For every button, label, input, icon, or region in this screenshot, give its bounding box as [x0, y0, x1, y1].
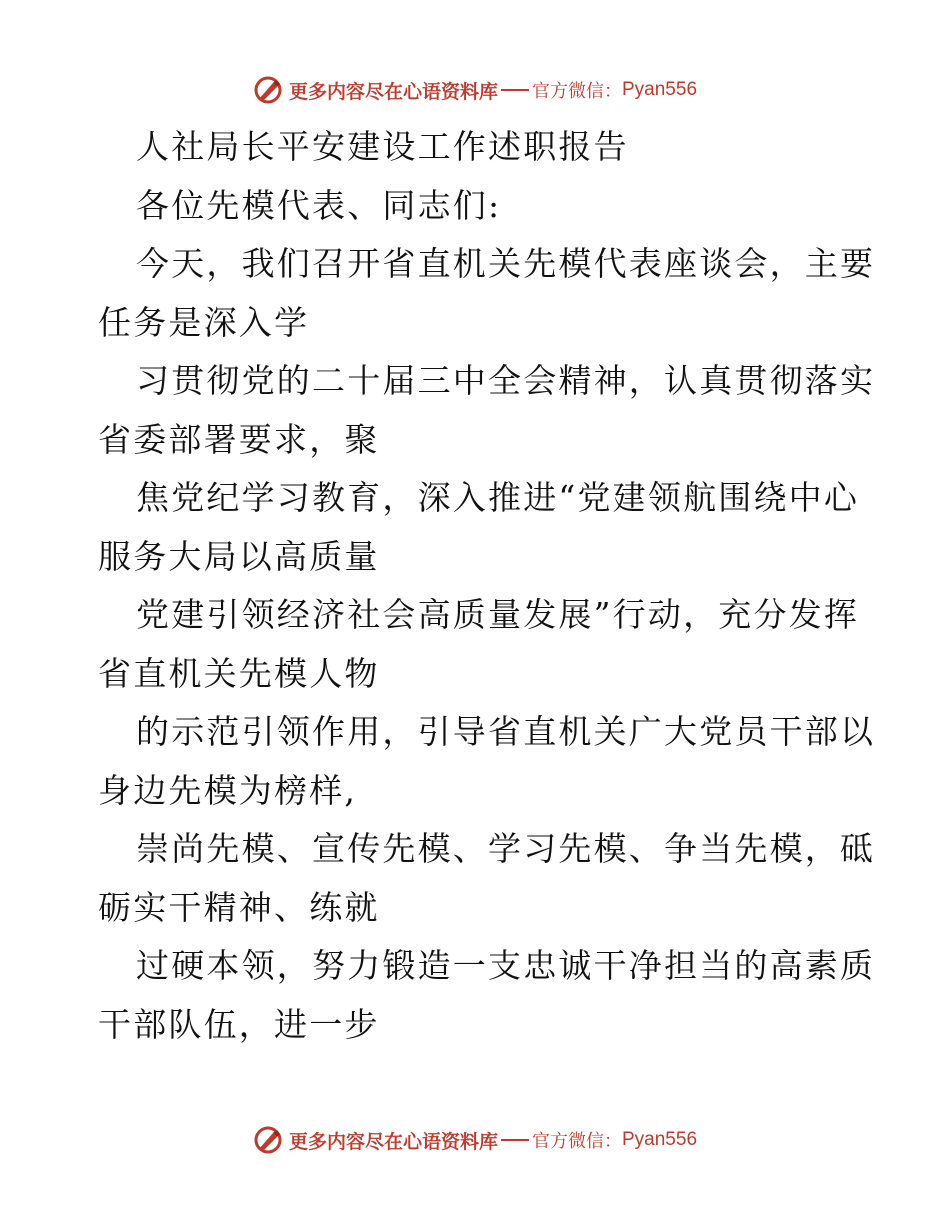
- paragraph-line: 砺实干精神、练就: [98, 887, 380, 927]
- paragraph-line: 干部队伍，进一步: [98, 1004, 380, 1044]
- pen-logo-icon: [253, 75, 283, 105]
- paragraph-line: 的示范引领作用，引导省直机关广大党员干部以: [136, 712, 876, 751]
- paragraph-line: 省委部署要求，聚: [98, 419, 380, 459]
- paragraph-line: 省直机关先模人物: [98, 653, 380, 693]
- paragraph-line: 身边先模为榜样,: [98, 770, 358, 810]
- footer-divider: [501, 1139, 529, 1141]
- paragraph-line: 过硬本领，努力锻造一支忠诚干净担当的高素质: [136, 946, 876, 985]
- paragraph-line: 习贯彻党的二十届三中全会精神，认真贯彻落实: [136, 361, 876, 400]
- footer-wechat-handle: Pyan556: [622, 1129, 698, 1150]
- header-brand-text: 更多内容尽在心语资料库: [288, 80, 498, 103]
- header-banner: [0, 70, 950, 110]
- paragraph-line: 党建引领经济社会高质量发展”行动，充分发挥: [136, 595, 860, 634]
- document-body: [98, 118, 876, 1054]
- paragraph-line: 服务大局以高质量: [98, 536, 380, 576]
- footer-brand-text: 更多内容尽在心语资料库: [288, 1130, 498, 1153]
- paragraph-line: 今天，我们召开省直机关先模代表座谈会，主要: [136, 244, 876, 283]
- paragraph-line: 焦党纪学习教育，深入推进“党建领航围绕中心: [136, 478, 860, 517]
- header-divider: [501, 89, 529, 91]
- pen-logo-icon: [253, 1125, 283, 1155]
- header-wechat-label: 官方微信：: [532, 81, 622, 102]
- paragraph-line: 崇尚先模、宣传先模、学习先模、争当先模，砥: [136, 829, 876, 868]
- salutation: 各位先模代表、同志们:: [136, 185, 502, 225]
- paragraph-line: 任务是深入学: [98, 302, 310, 342]
- footer-wechat-label: 官方微信：: [532, 1131, 622, 1152]
- header-wechat-handle: Pyan556: [622, 79, 698, 100]
- document-title: 人社局长平安建设工作述职报告: [136, 127, 629, 166]
- footer-banner: [0, 1120, 950, 1160]
